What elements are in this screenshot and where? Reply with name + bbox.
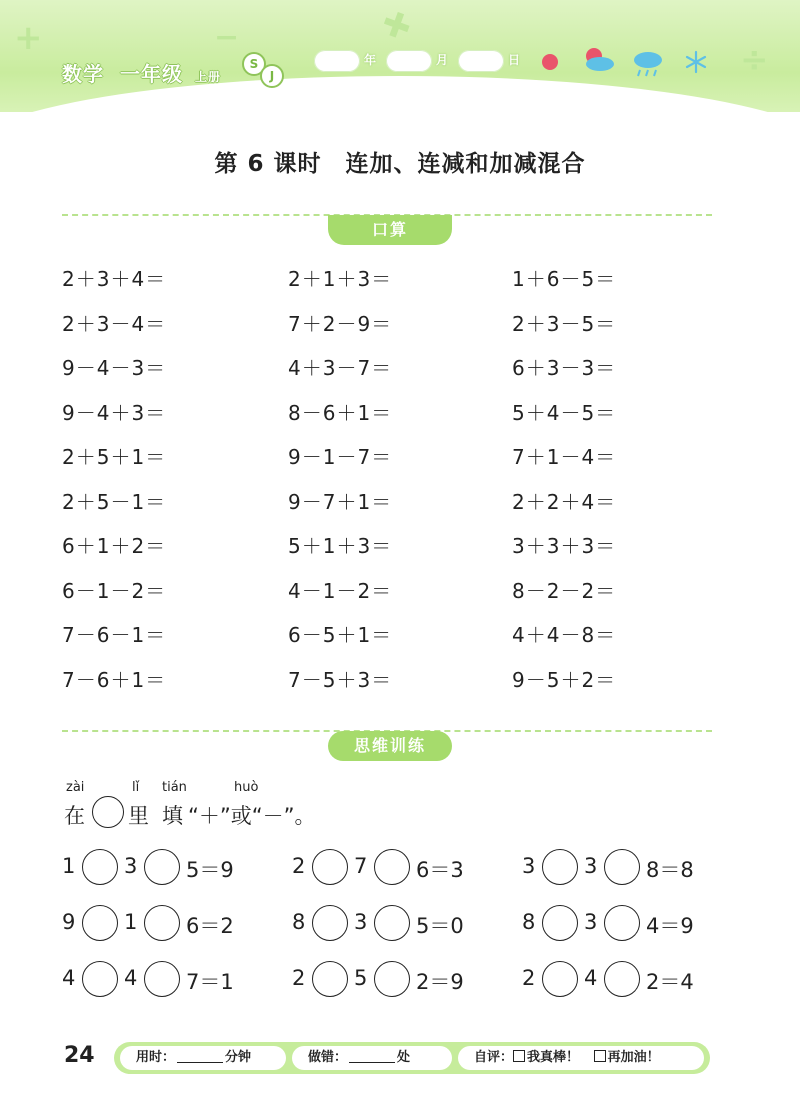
result-text: 2＝9: [416, 970, 464, 994]
instruction-char-tian: 填: [162, 804, 183, 828]
calc-item: 2＋5－1＝: [62, 489, 167, 514]
operator-circle[interactable]: [144, 849, 180, 885]
operand: 3: [522, 854, 536, 878]
section-tab-thinking-training: 思维训练: [328, 731, 452, 761]
sun-icon[interactable]: [538, 50, 562, 74]
calc-item: 5＋1＋3＝: [288, 534, 393, 558]
operator-circle[interactable]: [82, 961, 118, 997]
calc-item: 4＋3－7＝: [288, 356, 393, 380]
calc-item: 3＋3＋3＝: [512, 534, 617, 558]
subject-label: 数学: [62, 62, 104, 86]
grade-label: 一年级: [119, 62, 183, 86]
calc-item: 8－2－2＝: [512, 578, 617, 603]
instruction-char-zai: 在: [64, 804, 85, 828]
operator-circle[interactable]: [542, 961, 578, 997]
calc-item: 2＋2＋4＝: [512, 489, 617, 514]
badge-letter-j: J: [260, 64, 284, 88]
month-label: 月: [436, 53, 449, 67]
time-unit: 分钟: [225, 1050, 252, 1065]
footer-bar: [114, 1042, 710, 1074]
operator-circle[interactable]: [312, 905, 348, 941]
self-eval-label: 自评：: [474, 1050, 514, 1065]
section-tab-oral-calculation: 口算: [328, 215, 452, 245]
year-field[interactable]: [314, 50, 360, 72]
instruction-char-li: 里: [128, 804, 149, 828]
calc-item: 8－6＋1＝: [288, 400, 393, 425]
errors-unit: 处: [397, 1050, 411, 1065]
calc-item: 6＋3－3＝: [512, 356, 617, 380]
operand: 2: [522, 966, 536, 990]
result-text: 2＝4: [646, 970, 694, 994]
calc-item: 7＋2－9＝: [288, 311, 393, 336]
operator-circle[interactable]: [604, 905, 640, 941]
operator-circle[interactable]: [604, 961, 640, 997]
operator-circle[interactable]: [312, 849, 348, 885]
operator-circle[interactable]: [542, 905, 578, 941]
calc-item: 7－6＋1＝: [62, 667, 167, 692]
result-text: 4＝9: [646, 914, 694, 938]
calc-item: 9－5＋2＝: [512, 667, 617, 692]
calc-item: 7－6－1＝: [62, 623, 167, 647]
self-evaluation: [458, 1046, 704, 1070]
operand: 3: [354, 910, 368, 934]
day-label: 日: [508, 53, 521, 67]
errors-field[interactable]: [292, 1046, 452, 1070]
publisher-badge: [242, 52, 288, 88]
operand: 5: [354, 966, 368, 990]
cloud-rain-icon[interactable]: [630, 48, 666, 78]
calc-item: 9－1－7＝: [288, 445, 393, 469]
operand: 2: [292, 966, 306, 990]
operand: 7: [354, 854, 368, 878]
operand: 9: [62, 910, 76, 934]
operator-circle[interactable]: [374, 905, 410, 941]
option-great: 我真棒！: [527, 1050, 580, 1065]
calc-item: 2＋1＋3＝: [288, 267, 393, 291]
time-blank[interactable]: [177, 1048, 223, 1063]
operator-circle[interactable]: [542, 849, 578, 885]
result-text: 6＝2: [186, 914, 234, 938]
option-keep-going: 再加油！: [607, 1050, 660, 1065]
operand: 2: [292, 854, 306, 878]
plus-decoration-icon: +: [14, 18, 43, 58]
page-title: 第 6 课时 连加、连减和加减混合: [214, 151, 586, 177]
calc-item: 2＋3－5＝: [512, 311, 617, 336]
time-label: 用时：: [136, 1050, 176, 1065]
operand: 3: [124, 854, 138, 878]
operator-circle[interactable]: [82, 849, 118, 885]
answer-circle-sample: [92, 796, 124, 828]
operand: 3: [584, 854, 598, 878]
result-text: 5＝9: [186, 858, 234, 882]
operand: 4: [584, 966, 598, 990]
time-field[interactable]: [120, 1046, 286, 1070]
result-text: 5＝0: [416, 914, 464, 938]
operand: 8: [292, 910, 306, 934]
result-text: 7＝1: [186, 970, 234, 994]
instruction: [62, 780, 462, 830]
calc-item: 6－5＋1＝: [288, 623, 393, 647]
book-brand: [62, 58, 221, 87]
calc-item: 6＋1＋2＝: [62, 534, 167, 558]
calc-item: 1＋6－5＝: [512, 267, 617, 291]
volume-label: 上册: [194, 70, 221, 84]
calc-item: 9－7＋1＝: [288, 489, 393, 514]
sun-cloud-icon[interactable]: [580, 44, 616, 74]
year-label: 年: [364, 53, 377, 67]
great-checkbox[interactable]: [513, 1050, 525, 1062]
calc-item: 2＋3－4＝: [62, 311, 167, 336]
operand: 8: [522, 910, 536, 934]
calc-item: 2＋3＋4＝: [62, 267, 167, 291]
page-number: 24: [64, 1043, 95, 1068]
errors-blank[interactable]: [349, 1048, 395, 1063]
instruction-rest: “＋”或“－”。: [188, 804, 316, 828]
pinyin-tian: tián: [162, 780, 187, 795]
calc-item: 4＋4－8＝: [512, 623, 617, 647]
result-text: 8＝8: [646, 858, 694, 882]
badge-letter-s: S: [242, 52, 266, 76]
keep-going-checkbox[interactable]: [594, 1050, 606, 1062]
month-field[interactable]: [386, 50, 432, 72]
operand: 3: [584, 910, 598, 934]
calc-item: 9－4－3＝: [62, 356, 167, 380]
result-text: 6＝3: [416, 858, 464, 882]
times-decoration-icon: ✚: [376, 2, 417, 50]
calc-item: 7－5＋3＝: [288, 667, 393, 692]
calc-item: 6－1－2＝: [62, 578, 167, 603]
calc-item: 9－4＋3＝: [62, 400, 167, 425]
operand: 1: [62, 854, 76, 878]
calc-item: 7＋1－4＝: [512, 445, 617, 469]
operand: 4: [62, 966, 76, 990]
minus-decoration-icon: −: [214, 20, 240, 55]
operator-circle[interactable]: [144, 961, 180, 997]
calc-item: 5＋4－5＝: [512, 400, 617, 425]
pinyin-li: lǐ: [132, 780, 140, 795]
divide-decoration-icon: ÷: [740, 40, 769, 80]
operator-circle[interactable]: [312, 961, 348, 997]
operator-circle[interactable]: [374, 961, 410, 997]
operator-circle[interactable]: [604, 849, 640, 885]
calc-item: 2＋5＋1＝: [62, 445, 167, 469]
snowflake-icon[interactable]: [684, 50, 708, 74]
operator-circle[interactable]: [374, 849, 410, 885]
operand: 4: [124, 966, 138, 990]
operator-circle[interactable]: [144, 905, 180, 941]
pinyin-huo: huò: [234, 780, 259, 795]
operand: 1: [124, 910, 138, 934]
errors-label: 做错：: [308, 1050, 348, 1065]
day-field[interactable]: [458, 50, 504, 72]
pinyin-zai: zài: [66, 780, 85, 795]
operator-circle[interactable]: [82, 905, 118, 941]
calc-item: 4－1－2＝: [288, 578, 393, 603]
